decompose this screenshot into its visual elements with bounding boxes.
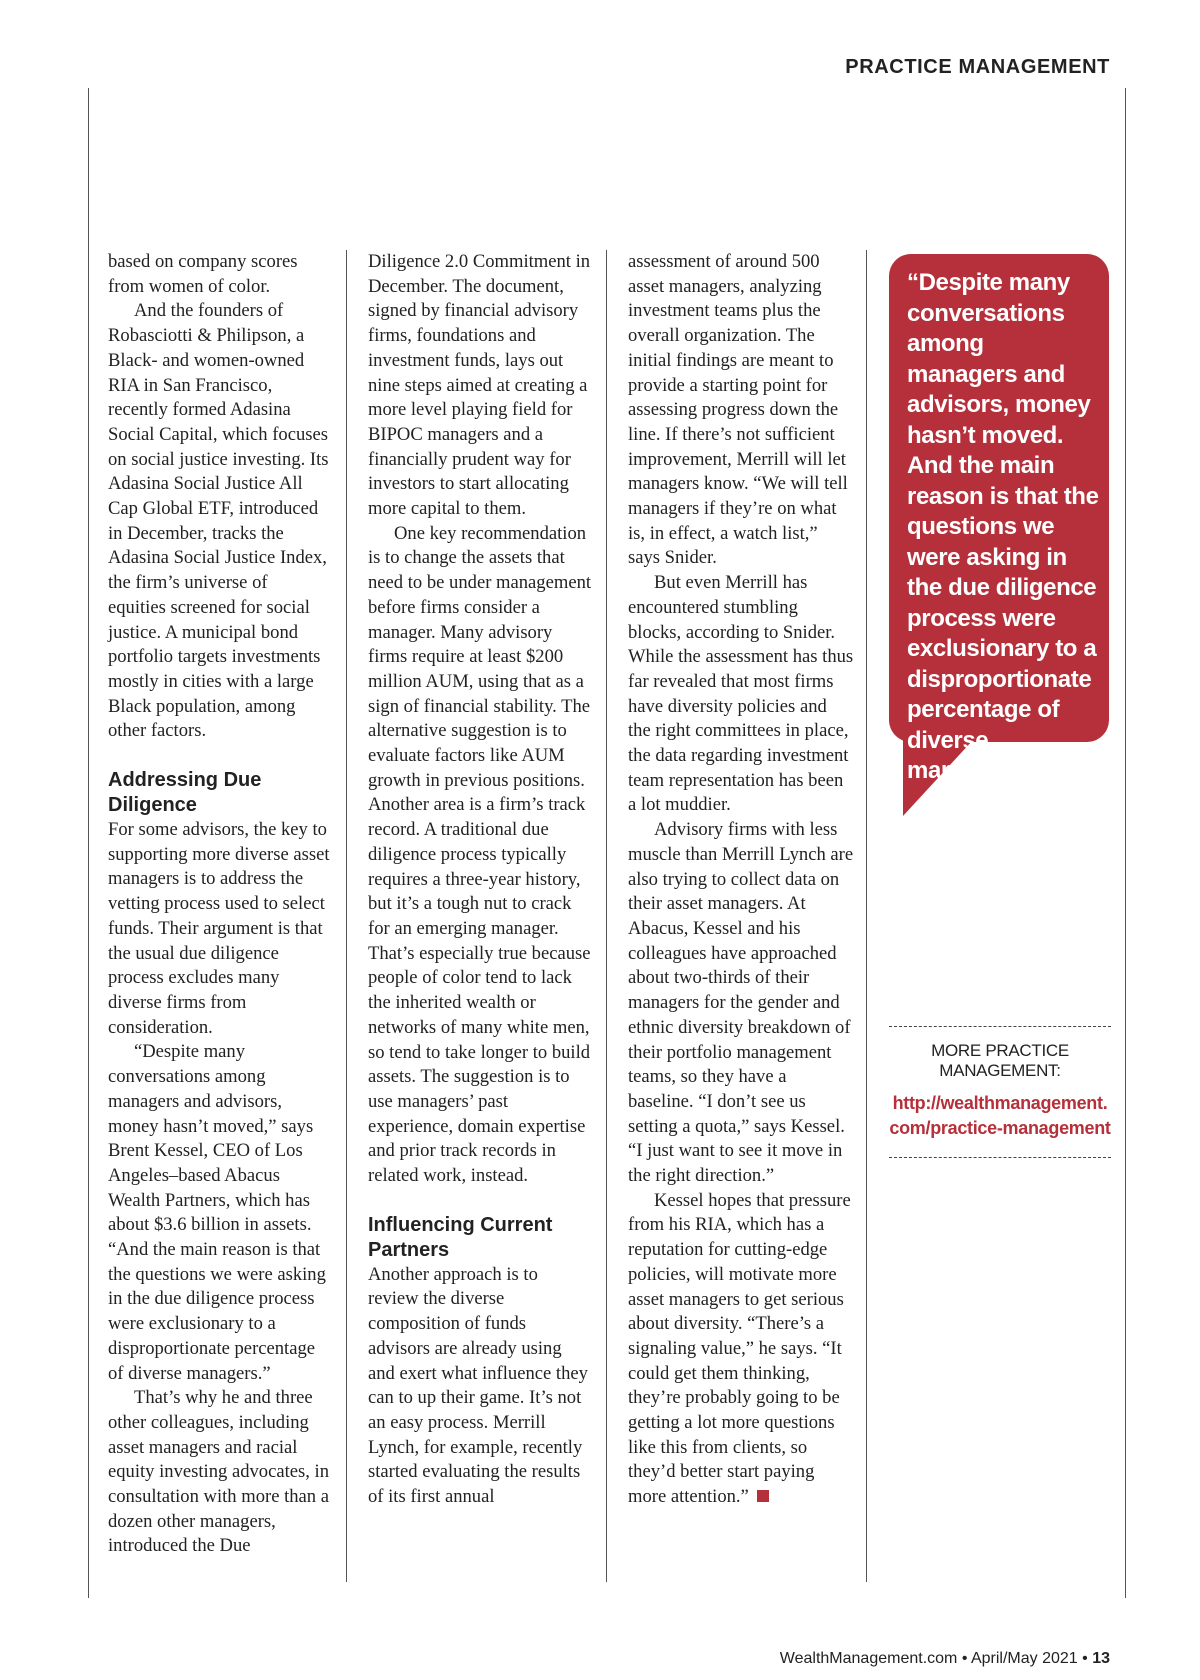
- practice-management-link[interactable]: http://wealthmanagement.com/practice-management: [889, 1093, 1111, 1138]
- column-rule-right: [1125, 88, 1126, 1598]
- paragraph: “Despite many conversations among managers and advisors, money hasn’t moved,” says Brent Kessel, CEO of Los Angeles–based Abacus Wealth Partners, which has about $3.6 billion in assets. “And the main reason is that the questions we were asking in the due diligence process were exclusionary to a disproportionate percentage of diverse managers.”: [108, 1041, 326, 1384]
- paragraph: One key recommendation is to change the assets that need to be under management before firms consider a manager. Many advisory firms require at least $200 million AUM, using that as a sign of financial stability. The alternative suggestion is to evaluate factors like AUM growth in previous positions. Another area is a firm’s track record. A traditional due diligence process typically requires a three-year history, but it’s a tough nut to crack for an emerging manager. That’s especially true because people of color tend to lack the inherited wealth or networks of many white men, so tend to take longer to build assets. The suggestion is to use managers’ past experience, domain expertise and prior track records in related work, instead.: [368, 522, 592, 1187]
- paragraph: That’s why he and three other colleagues, including asset managers and racial equity investing advocates, in consultation with more than a dozen other managers, introduced the Due: [108, 1387, 330, 1557]
- column-rule-left: [88, 88, 89, 1598]
- pull-quote: [889, 254, 1109, 784]
- article-column-3: [628, 250, 854, 1510]
- column-rule-3: [866, 250, 867, 1582]
- page-number: 13: [1092, 1650, 1110, 1667]
- more-practice-management-box: [889, 1026, 1111, 1158]
- paragraph: And the founders of Robasciotti & Philipson, a Black- and women-owned RIA in San Francisco, recently formed Adasina Social Capital, which focuses on social justice investing. Its Adasina Social Justice All Cap Global ETF, introduced in December, tracks the Adasina Social Justice Index, the firm’s universe of equities screened for social justice. A municipal bond portfolio targets investments mostly in cities with a large Black population, among other factors.: [108, 300, 329, 742]
- paragraph-final: [628, 1189, 854, 1510]
- subheading: Addressing Due Diligence: [108, 769, 262, 817]
- article-column-2: [368, 250, 592, 1510]
- paragraph: But even Merrill has encountered stumbling blocks, according to Snider. While the assessment has thus far revealed that most firms have diversity policies and the right committees in place, the data regarding investment team representation has been a lot muddier.: [628, 572, 854, 816]
- article-column-1: [108, 250, 330, 1559]
- paragraph-text: Kessel hopes that pressure from his RIA, which has a reputation for cutting-edge policies, will motivate more asset managers to get serious about diversity. “There’s a signaling value,” he says. “It could get them thinking, they’re probably going to be getting a lot more questions like this from clients, so they’d better start paying more attention.”: [628, 1189, 851, 1508]
- subheading: Influencing Current Partners: [368, 1213, 553, 1261]
- paragraph: For some advisors, the key to supporting more diverse asset managers is to address the vetting process used to select funds. Their argument is that the usual due diligence process excludes many diverse firms from consideration.: [108, 819, 330, 1038]
- footer-site-date: WealthManagement.com • April/May 2021 •: [779, 1650, 1088, 1667]
- page-footer: [780, 1650, 1110, 1668]
- paragraph: Diligence 2.0 Commitment in December. The document, signed by financial advisory firms, foundations and investment funds, lays out nine steps aimed at creating a more level playing field for BIPOC managers and a financially prudent way for investors to start allocating more capital to them.: [368, 251, 591, 520]
- pull-quote-text: “Despite many conversations among managers and advisors, money hasn’t moved. And the main reason is that the questions we were asking in the due diligence process were exclusionary to a disproportionate percentage of diverse managers.”: [907, 269, 1099, 784]
- paragraph: based on company scores from women of color.: [108, 251, 298, 297]
- more-title: MORE PRACTICE MANAGEMENT:: [931, 1041, 1069, 1080]
- end-mark-icon: [757, 1490, 769, 1502]
- paragraph: assessment of around 500 asset managers, analyzing investment teams plus the overall organization. The initial findings are meant to provide a starting point for assessing progress down the line. If there’s not sufficient improvement, Merrill will let managers know. “We will tell managers if they’re on what is, in effect, a watch list,” says Snider.: [628, 251, 848, 569]
- paragraph: Advisory firms with less muscle than Merrill Lynch are also trying to collect data on their asset managers. At Abacus, Kessel and his colleagues have approached about two-thirds of their managers for the gender and ethnic diversity breakdown of their portfolio management teams, so they have a baseline. “I don’t see us setting a quota,” says Kessel. “I just want to see it move in the right direction.”: [628, 819, 854, 1187]
- paragraph: Another approach is to review the diverse composition of funds advisors are already using and exert what influence they can to up their game. It’s not an easy process. Merrill Lynch, for example, recently started evaluating the results of its first annual: [368, 1263, 588, 1508]
- column-rule-1: [346, 250, 347, 1582]
- section-label: PRACTICE MANAGEMENT: [845, 56, 1110, 78]
- column-rule-2: [606, 250, 607, 1582]
